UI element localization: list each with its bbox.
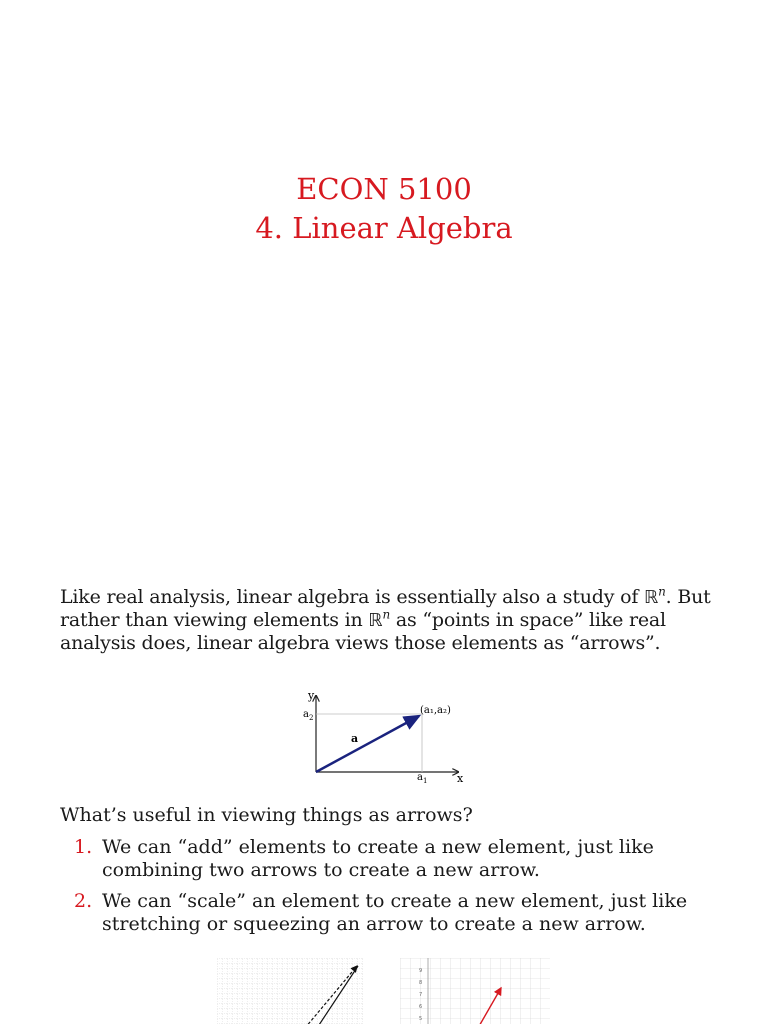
vector-arrow [316, 716, 419, 772]
slide-title [0, 170, 768, 248]
tick-label: 5 [419, 1016, 423, 1022]
list-text: We can “add” elements to create a new element, just like combining two arrows to create a new arrow. [102, 836, 654, 881]
reals-exponent: n [658, 584, 666, 599]
list-text: We can “scale” an element to create a new element, just like stretching or squeezing an arrow to create a new arrow. [102, 890, 688, 935]
intro-paragraph: Like real analysis, linear algebra is essentially also a study of ℝ$^n$. But rather than viewing elements in ℝ$^n$ as “points in space” like real analysis does, linear algebra views those elements as “arrows”. [60, 584, 711, 654]
vector-scaling-figure [400, 958, 550, 1024]
section-title: 4. Linear Algebra [255, 211, 513, 245]
a2-tick-label: $a_2$ [303, 709, 314, 722]
list-item [74, 890, 714, 936]
reals-symbol: ℝ [644, 587, 659, 608]
vector-label: a [351, 732, 359, 745]
list-item [74, 836, 714, 882]
tick-label: 8 [419, 980, 423, 986]
y-axis-label: y [308, 689, 315, 702]
reals-symbol: ℝ [368, 610, 383, 631]
tick-label: 9 [419, 968, 423, 974]
vector-diagram [296, 686, 476, 786]
list-number: 2. [74, 890, 93, 912]
tick-label: 6 [419, 1004, 423, 1010]
question-text: What’s useful in viewing things as arrows? [60, 804, 473, 826]
list-number: 1. [74, 836, 93, 858]
a1-tick-label: $a_1$ [417, 772, 428, 785]
tick-label: 7 [419, 992, 423, 998]
point-label: (a₁,a₂) [420, 705, 451, 716]
course-code: ECON 5100 [296, 172, 472, 206]
vector-addition-figure [217, 958, 363, 1024]
reals-exponent: n [382, 607, 390, 622]
x-axis-label: x [457, 772, 464, 785]
